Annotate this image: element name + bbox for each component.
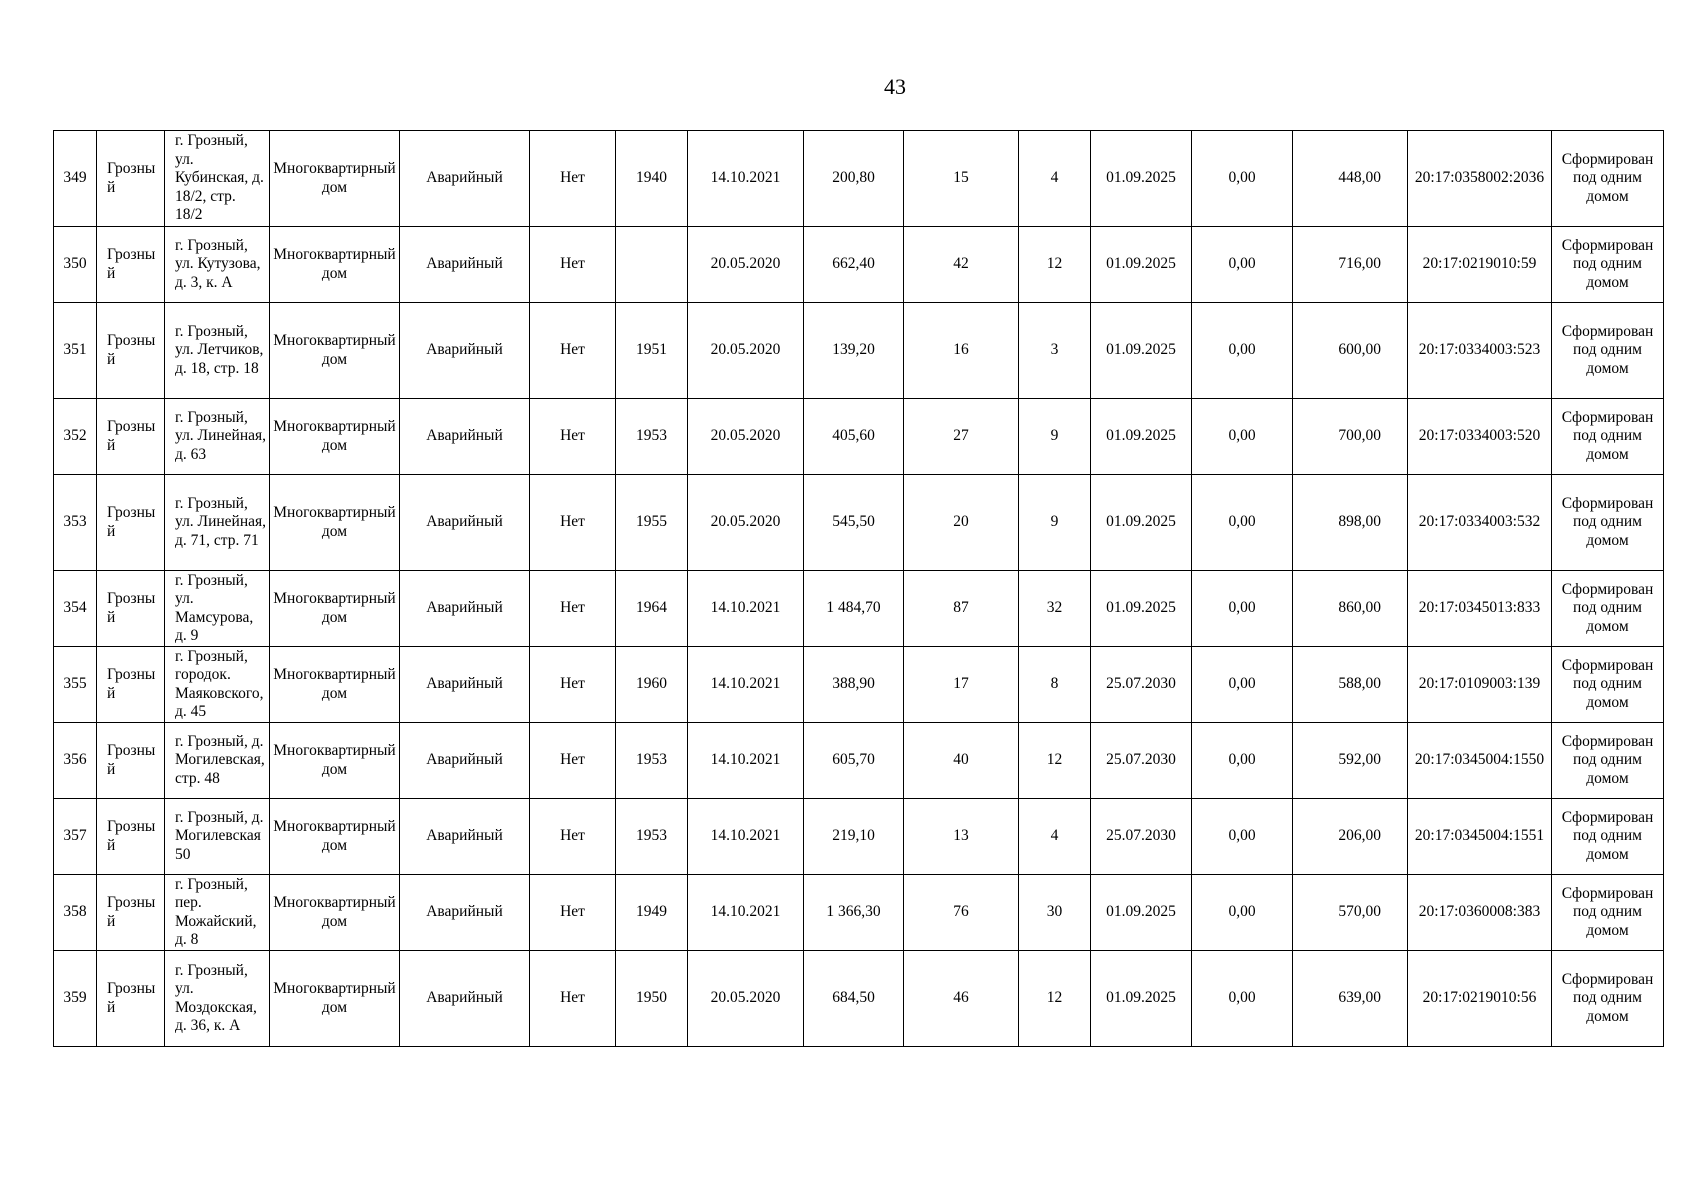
cell-deadline: 01.09.2025 — [1091, 399, 1192, 475]
cell-type: Многоквартирный дом — [270, 647, 400, 723]
cell-type: Многоквартирный дом — [270, 875, 400, 951]
cell-deadline: 25.07.2030 — [1091, 799, 1192, 875]
cell-type: Многоквартирный дом — [270, 303, 400, 399]
cell-apartments: 32 — [1019, 571, 1091, 647]
cell-value-a: 0,00 — [1192, 131, 1293, 227]
cell-type: Многоквартирный дом — [270, 227, 400, 303]
cell-value-a: 0,00 — [1192, 799, 1293, 875]
cell-value-b: 588,00 — [1293, 647, 1408, 723]
cell-date: 20.05.2020 — [688, 227, 804, 303]
cell-year: 1940 — [616, 131, 688, 227]
cell-address: г. Грозный, д. Могилевская 50 — [165, 799, 270, 875]
cell-cadastral: 20:17:0345004:1550 — [1408, 723, 1552, 799]
cell-address: г. Грозный, ул. Мамсурова, д. 9 — [165, 571, 270, 647]
cell-note: Сформирован под одним домом — [1552, 475, 1664, 571]
cell-year: 1949 — [616, 875, 688, 951]
cell-status: Аварийный — [400, 303, 530, 399]
cell-value-a: 0,00 — [1192, 875, 1293, 951]
cell-residents: 40 — [904, 723, 1019, 799]
cell-flag: Нет — [530, 799, 616, 875]
cell-type: Многоквартирный дом — [270, 131, 400, 227]
cell-deadline: 01.09.2025 — [1091, 303, 1192, 399]
cell-value-a: 0,00 — [1192, 723, 1293, 799]
cell-flag: Нет — [530, 951, 616, 1047]
cell-value-b: 898,00 — [1293, 475, 1408, 571]
cell-apartments: 30 — [1019, 875, 1091, 951]
cell-residents: 42 — [904, 227, 1019, 303]
cell-type: Многоквартирный дом — [270, 475, 400, 571]
cell-year: 1953 — [616, 723, 688, 799]
cell-date: 20.05.2020 — [688, 399, 804, 475]
cell-apartments: 12 — [1019, 227, 1091, 303]
cell-cadastral: 20:17:0345004:1551 — [1408, 799, 1552, 875]
cell-area: 605,70 — [804, 723, 904, 799]
cell-area: 662,40 — [804, 227, 904, 303]
cell-area: 405,60 — [804, 399, 904, 475]
cell-status: Аварийный — [400, 475, 530, 571]
cell-value-b: 639,00 — [1293, 951, 1408, 1047]
cell-num: 351 — [54, 303, 97, 399]
cell-num: 349 — [54, 131, 97, 227]
cell-cadastral: 20:17:0360008:383 — [1408, 875, 1552, 951]
cell-municipality: Грозный — [97, 799, 165, 875]
cell-area: 545,50 — [804, 475, 904, 571]
cell-num: 352 — [54, 399, 97, 475]
cell-date: 14.10.2021 — [688, 723, 804, 799]
cell-area: 139,20 — [804, 303, 904, 399]
cell-value-b: 700,00 — [1293, 399, 1408, 475]
cell-num: 356 — [54, 723, 97, 799]
cell-municipality: Грозный — [97, 571, 165, 647]
cell-date: 20.05.2020 — [688, 475, 804, 571]
cell-area: 200,80 — [804, 131, 904, 227]
page-number: 43 — [884, 74, 906, 99]
cell-address: г. Грозный, ул. Моздокская, д. 36, к. А — [165, 951, 270, 1047]
cell-deadline: 01.09.2025 — [1091, 951, 1192, 1047]
cell-municipality: Грозный — [97, 875, 165, 951]
cell-deadline: 01.09.2025 — [1091, 875, 1192, 951]
cell-type: Многоквартирный дом — [270, 723, 400, 799]
cell-value-b: 206,00 — [1293, 799, 1408, 875]
cell-date: 20.05.2020 — [688, 303, 804, 399]
cell-value-a: 0,00 — [1192, 303, 1293, 399]
cell-status: Аварийный — [400, 951, 530, 1047]
cell-deadline: 25.07.2030 — [1091, 723, 1192, 799]
cell-value-b: 600,00 — [1293, 303, 1408, 399]
cell-municipality: Грозный — [97, 647, 165, 723]
cell-flag: Нет — [530, 647, 616, 723]
cell-flag: Нет — [530, 303, 616, 399]
cell-deadline: 01.09.2025 — [1091, 131, 1192, 227]
cell-flag: Нет — [530, 227, 616, 303]
cell-apartments: 4 — [1019, 131, 1091, 227]
table-row — [54, 227, 1664, 303]
cell-year: 1955 — [616, 475, 688, 571]
cell-municipality: Грозный — [97, 951, 165, 1047]
cell-flag: Нет — [530, 723, 616, 799]
cell-date: 14.10.2021 — [688, 571, 804, 647]
cell-municipality: Грозный — [97, 131, 165, 227]
cell-address: г. Грозный, ул. Линейная, д. 71, стр. 71 — [165, 475, 270, 571]
cell-year: 1964 — [616, 571, 688, 647]
cell-value-a: 0,00 — [1192, 571, 1293, 647]
cell-status: Аварийный — [400, 723, 530, 799]
cell-status: Аварийный — [400, 799, 530, 875]
cell-type: Многоквартирный дом — [270, 951, 400, 1047]
cell-cadastral: 20:17:0358002:2036 — [1408, 131, 1552, 227]
cell-municipality: Грозный — [97, 399, 165, 475]
cell-cadastral: 20:17:0334003:523 — [1408, 303, 1552, 399]
cell-deadline: 25.07.2030 — [1091, 647, 1192, 723]
cell-address: г. Грозный, ул. Кубинская, д. 18/2, стр. 18/2 — [165, 131, 270, 227]
cell-value-a: 0,00 — [1192, 399, 1293, 475]
cell-num: 359 — [54, 951, 97, 1047]
cell-area: 219,10 — [804, 799, 904, 875]
cell-apartments: 3 — [1019, 303, 1091, 399]
cell-value-b: 716,00 — [1293, 227, 1408, 303]
cell-residents: 16 — [904, 303, 1019, 399]
table-row — [54, 799, 1664, 875]
cell-address: г. Грозный, пер. Можайский, д. 8 — [165, 875, 270, 951]
cell-address: г. Грозный, ул. Кутузова, д. 3, к. А — [165, 227, 270, 303]
cell-municipality: Грозный — [97, 475, 165, 571]
cell-year: 1953 — [616, 399, 688, 475]
cell-residents: 17 — [904, 647, 1019, 723]
cell-value-a: 0,00 — [1192, 227, 1293, 303]
cell-status: Аварийный — [400, 399, 530, 475]
cell-status: Аварийный — [400, 875, 530, 951]
cell-deadline: 01.09.2025 — [1091, 227, 1192, 303]
cell-municipality: Грозный — [97, 227, 165, 303]
cell-note: Сформирован под одним домом — [1552, 227, 1664, 303]
cell-residents: 76 — [904, 875, 1019, 951]
cell-note: Сформирован под одним домом — [1552, 951, 1664, 1047]
cell-num: 358 — [54, 875, 97, 951]
cell-year — [616, 227, 688, 303]
cell-date: 14.10.2021 — [688, 799, 804, 875]
cell-cadastral: 20:17:0219010:56 — [1408, 951, 1552, 1047]
cell-value-a: 0,00 — [1192, 951, 1293, 1047]
cell-type: Многоквартирный дом — [270, 799, 400, 875]
cell-note: Сформирован под одним домом — [1552, 723, 1664, 799]
cell-address: г. Грозный, ул. Линейная, д. 63 — [165, 399, 270, 475]
cell-year: 1953 — [616, 799, 688, 875]
cell-value-a: 0,00 — [1192, 475, 1293, 571]
cell-status: Аварийный — [400, 131, 530, 227]
cell-num: 357 — [54, 799, 97, 875]
cell-address: г. Грозный, городок. Маяковского, д. 45 — [165, 647, 270, 723]
cell-note: Сформирован под одним домом — [1552, 131, 1664, 227]
cell-date: 14.10.2021 — [688, 647, 804, 723]
table-row — [54, 303, 1664, 399]
table-row — [54, 647, 1664, 723]
table-row — [54, 951, 1664, 1047]
cell-flag: Нет — [530, 475, 616, 571]
cell-residents: 27 — [904, 399, 1019, 475]
cell-area: 1 366,30 — [804, 875, 904, 951]
cell-cadastral: 20:17:0219010:59 — [1408, 227, 1552, 303]
cell-value-b: 448,00 — [1293, 131, 1408, 227]
cell-apartments: 12 — [1019, 723, 1091, 799]
cell-deadline: 01.09.2025 — [1091, 475, 1192, 571]
table-row — [54, 131, 1664, 227]
table-row — [54, 875, 1664, 951]
cell-apartments: 9 — [1019, 475, 1091, 571]
cell-address: г. Грозный, ул. Летчиков, д. 18, стр. 18 — [165, 303, 270, 399]
cell-apartments: 12 — [1019, 951, 1091, 1047]
cell-value-b: 570,00 — [1293, 875, 1408, 951]
cell-note: Сформирован под одним домом — [1552, 303, 1664, 399]
housing-registry-table — [53, 130, 1664, 1047]
cell-note: Сформирован под одним домом — [1552, 399, 1664, 475]
cell-residents: 87 — [904, 571, 1019, 647]
cell-area: 684,50 — [804, 951, 904, 1047]
cell-residents: 20 — [904, 475, 1019, 571]
cell-status: Аварийный — [400, 571, 530, 647]
cell-municipality: Грозный — [97, 723, 165, 799]
table-row — [54, 723, 1664, 799]
cell-area: 1 484,70 — [804, 571, 904, 647]
cell-note: Сформирован под одним домом — [1552, 799, 1664, 875]
cell-cadastral: 20:17:0334003:520 — [1408, 399, 1552, 475]
cell-address: г. Грозный, д. Могилевская, стр. 48 — [165, 723, 270, 799]
cell-residents: 13 — [904, 799, 1019, 875]
table-row — [54, 475, 1664, 571]
cell-num: 350 — [54, 227, 97, 303]
cell-value-b: 860,00 — [1293, 571, 1408, 647]
cell-value-a: 0,00 — [1192, 647, 1293, 723]
cell-municipality: Грозный — [97, 303, 165, 399]
cell-cadastral: 20:17:0109003:139 — [1408, 647, 1552, 723]
cell-cadastral: 20:17:0345013:833 — [1408, 571, 1552, 647]
cell-deadline: 01.09.2025 — [1091, 571, 1192, 647]
cell-num: 355 — [54, 647, 97, 723]
cell-date: 14.10.2021 — [688, 875, 804, 951]
cell-year: 1950 — [616, 951, 688, 1047]
cell-apartments: 9 — [1019, 399, 1091, 475]
table-row — [54, 399, 1664, 475]
cell-apartments: 4 — [1019, 799, 1091, 875]
cell-type: Многоквартирный дом — [270, 399, 400, 475]
cell-flag: Нет — [530, 571, 616, 647]
cell-residents: 15 — [904, 131, 1019, 227]
cell-flag: Нет — [530, 875, 616, 951]
table-body — [54, 131, 1664, 1047]
cell-note: Сформирован под одним домом — [1552, 571, 1664, 647]
cell-cadastral: 20:17:0334003:532 — [1408, 475, 1552, 571]
cell-num: 353 — [54, 475, 97, 571]
cell-note: Сформирован под одним домом — [1552, 647, 1664, 723]
cell-year: 1960 — [616, 647, 688, 723]
cell-apartments: 8 — [1019, 647, 1091, 723]
cell-date: 14.10.2021 — [688, 131, 804, 227]
cell-flag: Нет — [530, 399, 616, 475]
cell-date: 20.05.2020 — [688, 951, 804, 1047]
cell-type: Многоквартирный дом — [270, 571, 400, 647]
cell-residents: 46 — [904, 951, 1019, 1047]
cell-value-b: 592,00 — [1293, 723, 1408, 799]
table-row — [54, 571, 1664, 647]
cell-year: 1951 — [616, 303, 688, 399]
cell-area: 388,90 — [804, 647, 904, 723]
cell-num: 354 — [54, 571, 97, 647]
cell-status: Аварийный — [400, 647, 530, 723]
cell-status: Аварийный — [400, 227, 530, 303]
cell-flag: Нет — [530, 131, 616, 227]
cell-note: Сформирован под одним домом — [1552, 875, 1664, 951]
